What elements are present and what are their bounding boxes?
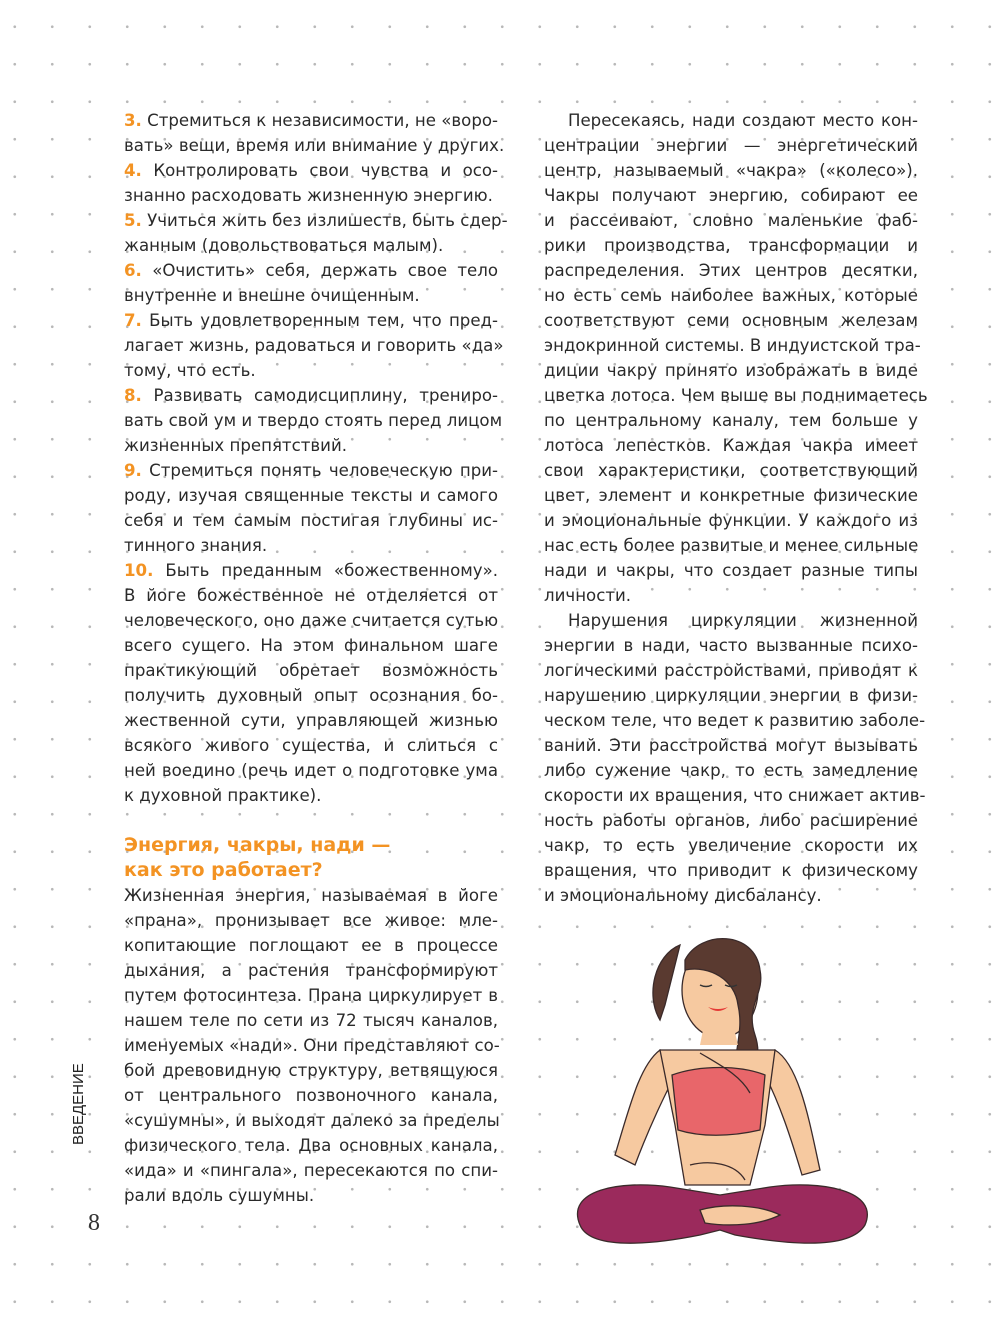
text-line: бой древовидную структуру, ветвящуюся bbox=[124, 1061, 498, 1080]
line-text: жизненных препятствий. bbox=[124, 436, 348, 455]
list-item bbox=[124, 158, 498, 208]
line-text: внутренне и внешне очищенным. bbox=[124, 286, 420, 305]
text-line bbox=[124, 658, 498, 683]
line-text: В йоге божественное не отделяется от bbox=[124, 586, 498, 605]
text-line bbox=[124, 533, 498, 558]
text-line: чакр, то есть увеличение скорости их bbox=[544, 836, 918, 855]
text-line bbox=[124, 508, 498, 533]
line-text: тому, что есть. bbox=[124, 361, 256, 380]
line-text: практикующий обретает возможность bbox=[124, 661, 498, 680]
text-line bbox=[124, 283, 498, 308]
list-item bbox=[124, 558, 498, 808]
text-line: диции чакру принято изображать в виде bbox=[544, 361, 918, 380]
text-line: нади и чакры, что создает разные типы bbox=[544, 561, 918, 580]
text-line: соответствуют семи основным железам bbox=[544, 311, 918, 330]
text-line bbox=[124, 583, 498, 608]
text-line: рали вдоль сушумны. bbox=[124, 1186, 315, 1205]
line-text: себя и тем самым постигая глубины ис- bbox=[124, 511, 498, 530]
line-text: человеческого, оно даже считается сутью bbox=[124, 611, 499, 630]
section-heading bbox=[124, 833, 498, 883]
text-line bbox=[124, 383, 498, 408]
text-line: именуемых «нади». Они представляют со- bbox=[124, 1036, 500, 1055]
text-line: «сушумны», и выходят далеко за пределы bbox=[124, 1111, 500, 1130]
text-line: нарушению циркуляции энергии в физи- bbox=[544, 686, 918, 705]
text-line: либо сужение чакр, то есть замедление bbox=[544, 761, 918, 780]
item-number: 6. bbox=[124, 261, 142, 280]
text-line: свои характеристики, соответствующий bbox=[544, 461, 918, 480]
text-line: эндокринной системы. В индуистской тра- bbox=[544, 336, 921, 355]
text-line bbox=[124, 108, 498, 133]
list-item bbox=[124, 258, 498, 308]
text-line: рики производства, трансформации и bbox=[544, 236, 918, 255]
text-line: энергии в нади, часто вызванные психо- bbox=[544, 636, 918, 655]
list-item bbox=[124, 458, 498, 558]
text-line bbox=[124, 408, 503, 433]
line-text: всякого живого существа, и слиться с bbox=[124, 736, 498, 755]
text-line bbox=[124, 483, 498, 508]
text-line bbox=[124, 333, 504, 358]
text-line: дыхания, а растения трансформируют bbox=[124, 961, 498, 980]
text-line bbox=[124, 433, 498, 458]
text-line: цветка лотоса. Чем выше вы поднимаетесь bbox=[544, 386, 928, 405]
text-line bbox=[124, 358, 498, 383]
text-line: и эмоциональному дисбалансу. bbox=[544, 886, 822, 905]
list-item bbox=[124, 308, 504, 383]
text-line bbox=[124, 158, 498, 183]
line-text: вать» вещи, время или внимание у других. bbox=[124, 136, 505, 155]
item-number: 4. bbox=[124, 161, 142, 180]
text-line bbox=[124, 308, 498, 333]
line-text: Быть преданным «божественному». bbox=[165, 561, 499, 580]
item-number: 10. bbox=[124, 561, 154, 580]
list-item bbox=[124, 208, 508, 258]
text-line bbox=[124, 558, 498, 583]
text-line bbox=[124, 208, 508, 233]
line-text: Быть удовлетворенным тем, что пред- bbox=[149, 311, 498, 330]
paragraph bbox=[124, 883, 498, 1208]
paragraph bbox=[544, 108, 928, 608]
text-line bbox=[124, 133, 505, 158]
line-text: жественной сути, управляющей жизнью bbox=[124, 711, 498, 730]
section-label: ВВЕДЕНИЕ bbox=[70, 1063, 87, 1145]
yoga-woman-illustration bbox=[560, 925, 890, 1260]
text-line bbox=[124, 258, 498, 283]
text-line: и эмоциональные функции. У каждого из bbox=[544, 511, 918, 530]
left-column bbox=[124, 108, 508, 1208]
line-text: тинного знания. bbox=[124, 536, 268, 555]
item-number: 9. bbox=[124, 461, 142, 480]
right-column bbox=[544, 108, 928, 908]
text-line: Пересекаясь, нади создают место кон- bbox=[568, 111, 918, 130]
text-line: «прана», пронизывает все живое: мле- bbox=[124, 911, 498, 930]
text-line: Чакры получают энергию, собирают ее bbox=[544, 186, 918, 205]
text-line: копитающие поглощают ее в процессе bbox=[124, 936, 498, 955]
text-line: от центрального позвоночного канала, bbox=[124, 1086, 498, 1105]
text-line: ность работы органов, либо расширение bbox=[544, 811, 918, 830]
text-line: цвет, элемент и конкретные физические bbox=[544, 486, 918, 505]
text-line: центр, называемый «чакра» («колесо»). bbox=[544, 161, 918, 180]
text-line bbox=[124, 183, 498, 208]
text-line: по центральному каналу, тем больше у bbox=[544, 411, 918, 430]
text-line: лотоса лепестков. Каждая чакра имеет bbox=[544, 436, 918, 455]
line-text: Стремиться понять человеческую при- bbox=[149, 461, 498, 480]
line-text: знанно расходовать жизненную энергию. bbox=[124, 186, 493, 205]
text-line bbox=[124, 683, 498, 708]
text-line bbox=[124, 233, 498, 258]
line-text: получить духовный опыт осознания бо- bbox=[124, 686, 498, 705]
paragraph bbox=[544, 608, 926, 908]
text-line bbox=[124, 758, 498, 783]
text-line: Жизненная энергия, называемая в йоге bbox=[124, 886, 498, 905]
line-text: жанным (довольствоваться малым). bbox=[124, 236, 444, 255]
line-text: лагает жизнь, радоваться и говорить «да» bbox=[124, 336, 504, 355]
heading-line: как это работает? bbox=[124, 859, 323, 881]
line-text: роду, изучая священные тексты и самого bbox=[124, 486, 498, 505]
text-line: «ида» и «пингала», пересекаются по спи- bbox=[124, 1161, 498, 1180]
text-line bbox=[124, 783, 498, 808]
text-line: скорости их вращения, что снижает актив- bbox=[544, 786, 926, 805]
heading-line: Энергия, чакры, нади — bbox=[124, 834, 391, 856]
text-line: вращения, что приводит к физическому bbox=[544, 861, 918, 880]
text-line: путем фотосинтеза. Прана циркулирует в bbox=[124, 986, 498, 1005]
text-line: нас есть более развитые и менее сильные bbox=[544, 536, 919, 555]
line-text: Учиться жить без излишеств, быть сдер- bbox=[147, 211, 508, 230]
list-item bbox=[124, 108, 505, 158]
line-text: Развивать самодисциплину, трениро- bbox=[153, 386, 498, 405]
text-line: ческом теле, что ведет к развитию заболе- bbox=[544, 711, 926, 730]
line-text: Стремиться к независимости, не «воро- bbox=[147, 111, 498, 130]
item-number: 8. bbox=[124, 386, 142, 405]
text-line bbox=[124, 708, 498, 733]
line-text: «Очистить» себя, держать свое тело bbox=[152, 261, 498, 280]
item-number: 5. bbox=[124, 211, 142, 230]
text-line bbox=[124, 733, 498, 758]
line-text: вать свой ум и твердо стоять перед лицом bbox=[124, 411, 503, 430]
text-line: физического тела. Два основных канала, bbox=[124, 1136, 498, 1155]
text-line: логическими расстройствами, приводят к bbox=[544, 661, 918, 680]
item-number: 7. bbox=[124, 311, 142, 330]
text-line: но есть семь наиболее важных, которые bbox=[544, 286, 918, 305]
page-number: 8 bbox=[88, 1210, 100, 1236]
text-line: распределения. Этих центров десятки, bbox=[544, 261, 918, 280]
text-line bbox=[124, 633, 498, 658]
text-line: и рассеивают, словно маленькие фаб- bbox=[544, 211, 918, 230]
list-item bbox=[124, 383, 503, 458]
text-line: Нарушения циркуляции жизненной bbox=[568, 611, 918, 630]
line-text: Контролировать свои чувства и осо- bbox=[153, 161, 498, 180]
text-line bbox=[124, 458, 498, 483]
line-text: всего сущего. На этом финальном шаге bbox=[124, 636, 498, 655]
text-line: ваний. Эти расстройства могут вызывать bbox=[544, 736, 918, 755]
text-line: личности. bbox=[544, 586, 632, 605]
line-text: ней воедино (речь идет о подготовке ума bbox=[124, 761, 498, 780]
text-line: центрации энергии — энергетический bbox=[544, 136, 918, 155]
text-line bbox=[124, 608, 498, 633]
line-text: к духовной практике). bbox=[124, 786, 322, 805]
text-line: нашем теле по сети из 72 тысяч каналов, bbox=[124, 1011, 498, 1030]
item-number: 3. bbox=[124, 111, 142, 130]
